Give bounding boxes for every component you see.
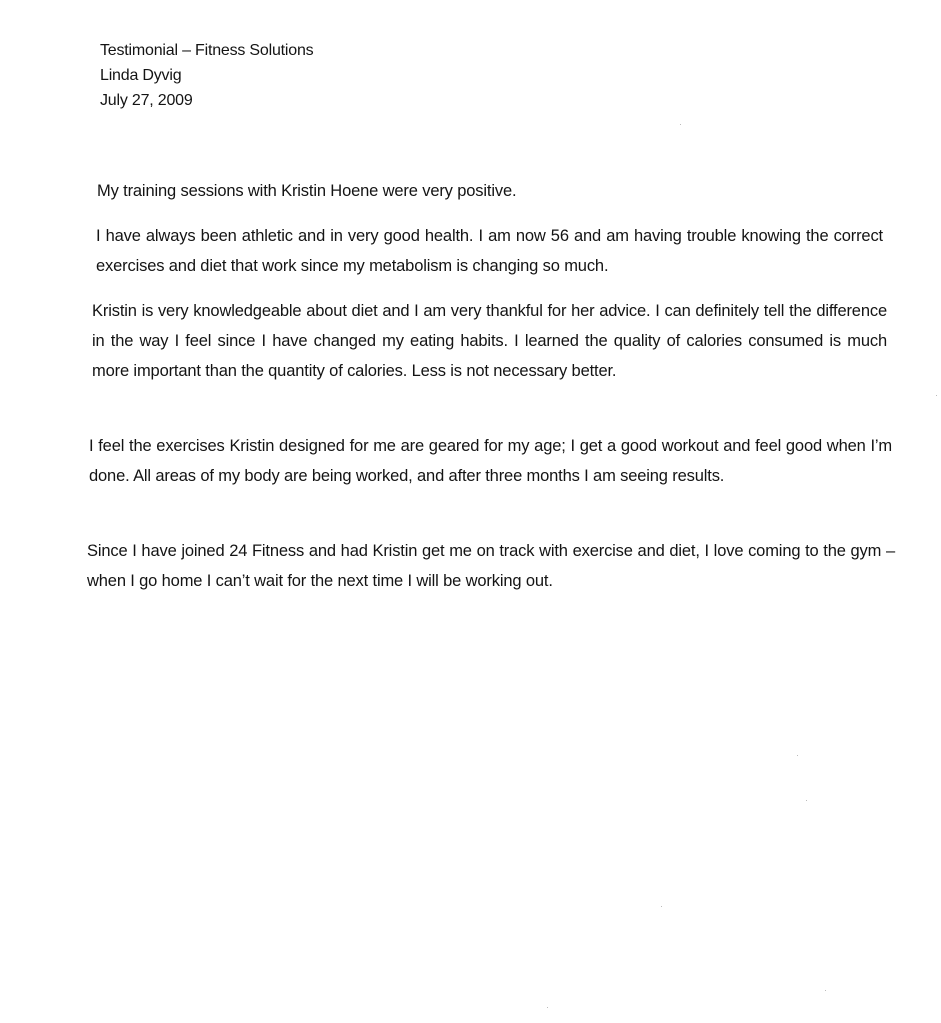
document-date: July 27, 2009 [100,92,193,109]
document-title: Testimonial – Fitness Solutions [100,42,314,59]
paragraph-background: I have always been athletic and in very good health. I am now 56 and am having trouble knowing the correct exercises and diet that work since my metabolism is changing so much. [96,226,883,275]
paragraph-conclusion: Since I have joined 24 Fitness and had Kristin get me on track with exercise and diet, I love coming to the gym – when I go home I can’t wait for the next time I will be working out. [87,541,895,590]
scan-speck [680,124,681,125]
scan-speck [936,395,937,396]
scan-speck [806,800,807,801]
scan-speck [661,906,662,907]
scan-speck [825,990,826,991]
document-header [100,38,313,113]
paragraph-intro: My training sessions with Kristin Hoene were very positive. [97,181,517,200]
author-name: Linda Dyvig [100,67,182,84]
paragraph-diet: Kristin is very knowledgeable about diet and I am very thankful for her advice. I can definitely tell the difference in the way I feel since I have changed my eating habits. I learned the quality of calories consumed is much more important than the quantity of calories. Less is not necessary better. [92,301,887,380]
scan-speck [797,755,798,756]
scan-speck [547,1007,548,1008]
paragraph-exercises: I feel the exercises Kristin designed for me are geared for my age; I get a good workout and feel good when I’m done. All areas of my body are being worked, and after three months I am seeing results. [89,436,892,485]
